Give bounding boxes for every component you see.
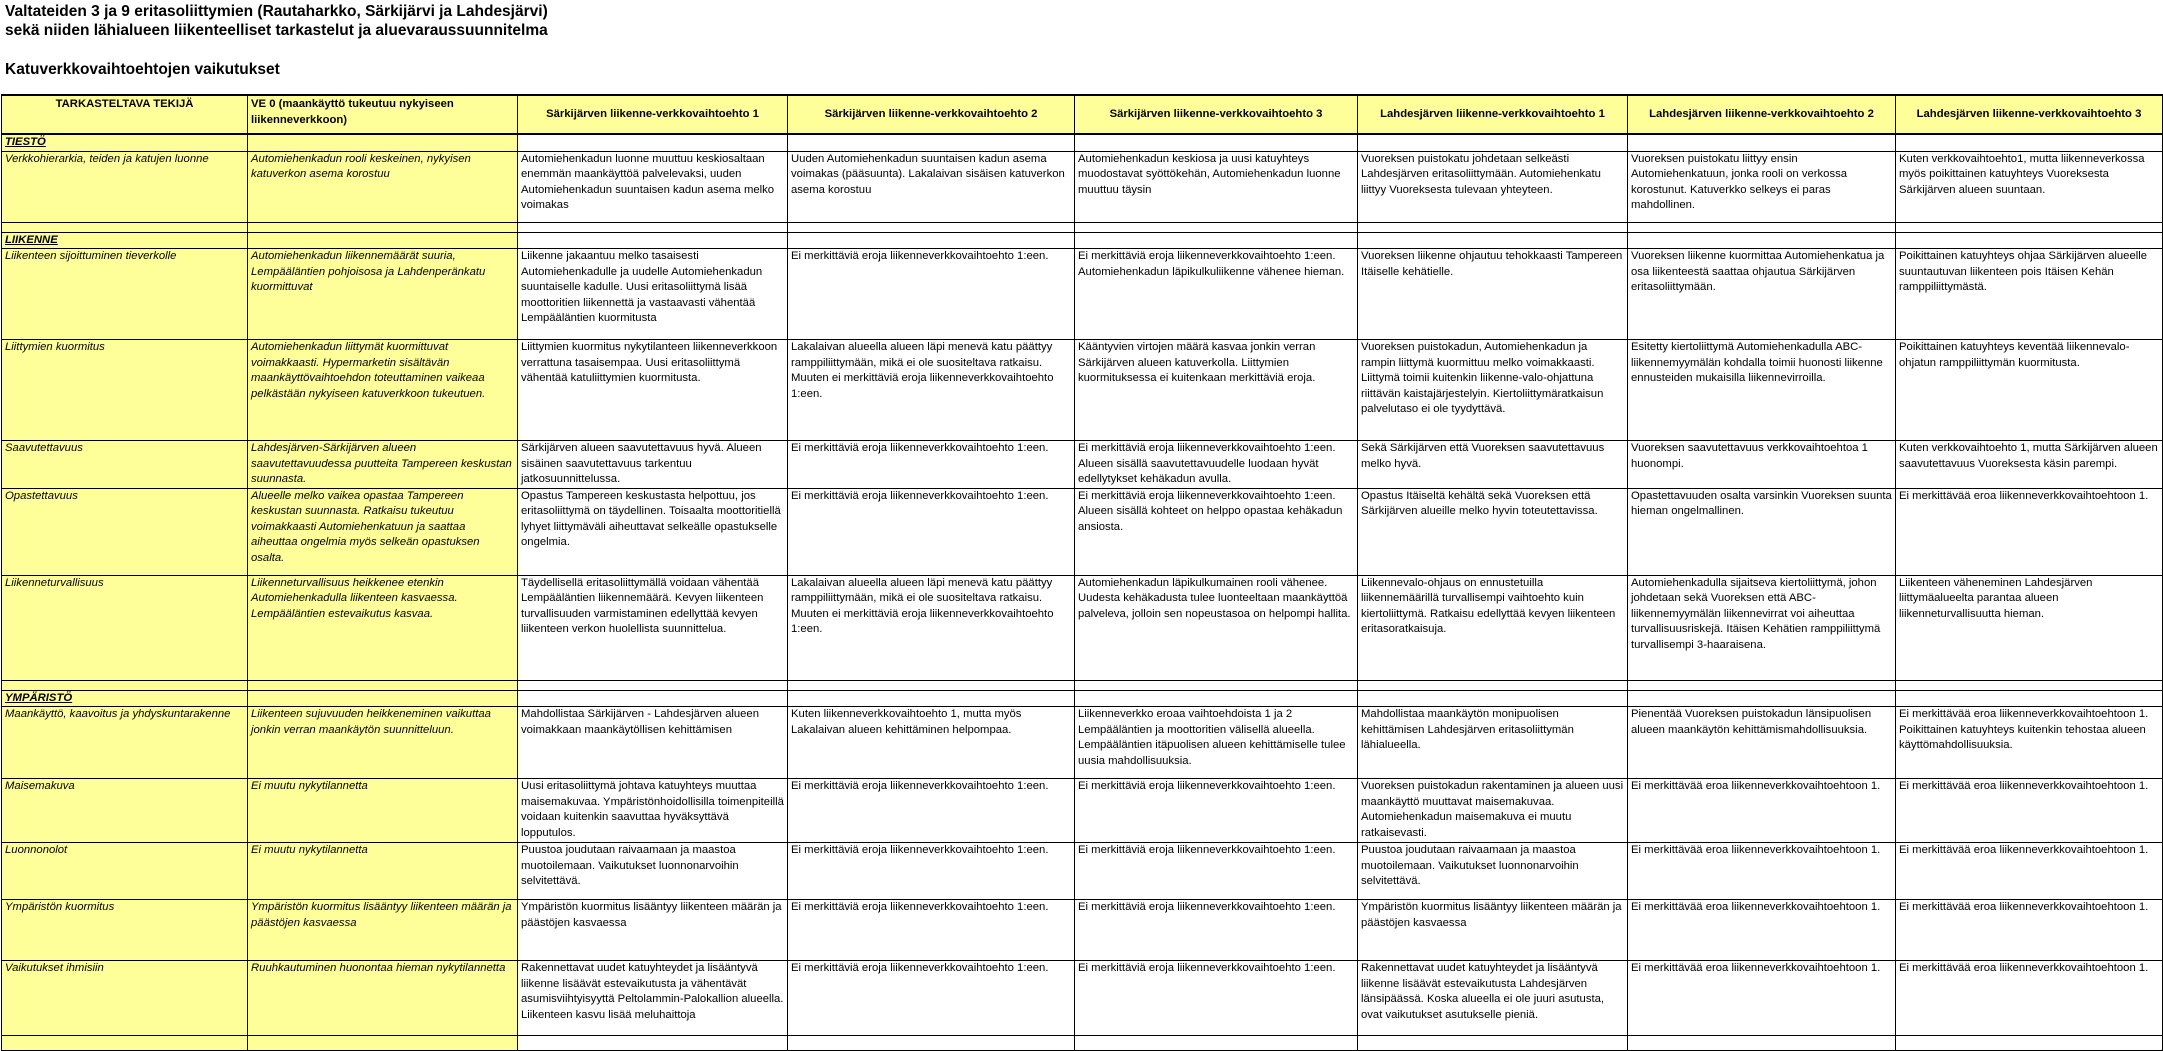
title-line: Valtateiden 3 ja 9 eritasoliittymien (Rautaharkko, Särkijärvi ja Lahdesjärvi) — [5, 3, 548, 20]
section-row — [2, 232, 2163, 249]
empty-cell — [1896, 690, 2163, 707]
option-cell: Ei merkittävää eroa liikenneverkkovaihtoehtoon 1. — [1896, 843, 2163, 900]
empty-cell — [518, 1036, 788, 1051]
document-title — [5, 2, 548, 40]
empty-cell — [2, 222, 248, 232]
ve0-cell: Lahdesjärven-Särkijärven alueen saavutettavuudessa puutteita Tampereen keskustan suunnasta. — [248, 441, 518, 489]
option-cell: Ei merkittäviä eroja liikenneverkkovaihtoehto 1:een. — [788, 779, 1075, 843]
empty-cell — [518, 222, 788, 232]
factor-cell: Liittymien kuormitus — [2, 340, 248, 441]
ve0-cell: Automiehenkadun liikennemäärät suuria, Lempääläntien pohjoisosa ja Lahdenperänkatu kuormittuvat — [248, 249, 518, 340]
empty-cell — [788, 1036, 1075, 1051]
option-cell: Ei merkittävää eroa liikenneverkkovaihtoehtoon 1. — [1628, 779, 1896, 843]
option-cell: Ei merkittäviä eroja liikenneverkkovaihtoehto 1:een. — [788, 900, 1075, 961]
section-label: YMPÄRISTÖ — [2, 690, 248, 707]
empty-cell — [518, 232, 788, 249]
section-label: TIESTÖ — [2, 134, 248, 151]
spacer-row — [2, 1036, 2163, 1051]
empty-cell — [1628, 232, 1896, 249]
option-cell: Särkijärven alueen saavutettavuus hyvä. Alueen sisäinen saavutettavuus tarkentuu jatkosuunnittelussa. — [518, 441, 788, 489]
ve0-cell: Ruuhkautuminen huonontaa hieman nykytilannetta — [248, 961, 518, 1036]
option-cell: Puustoa joudutaan raivaamaan ja maastoa muotoilemaan. Vaikutukset luonnonarvoihin selvitettävä. — [1358, 843, 1628, 900]
ve0-cell: Alueelle melko vaikea opastaa Tampereen keskustan suunnasta. Ratkaisu tukeutuu voimakkaasti Automiehenkatuun ja saattaa aiheuttaa ongelmia myös selkeän opastuksen osalta. — [248, 488, 518, 575]
column-header: Lahdesjärven liikenne-verkkovaihtoehto 1 — [1358, 95, 1628, 134]
table-row — [2, 488, 2163, 575]
empty-cell — [2, 680, 248, 690]
factor-cell: Luonnonolot — [2, 843, 248, 900]
option-cell: Ei merkittäviä eroja liikenneverkkovaihtoehto 1:een. Alueen sisällä kohteet on helppo opastaa kehäkadun ansiosta. — [1075, 488, 1358, 575]
column-header: Särkijärven liikenne-verkkovaihtoehto 1 — [518, 95, 788, 134]
option-cell: Kääntyvien virtojen määrä kasvaa jonkin verran Särkijärven alueen katuverkolla. Liittymien kuormituksessa ei kuitenkaan merkittäviä eroja. — [1075, 340, 1358, 441]
option-cell: Sekä Särkijärven että Vuoreksen saavutettavuus melko hyvä. — [1358, 441, 1628, 489]
option-cell: Automiehenkadun luonne muuttuu keskiosaltaan enemmän maankäyttöä palvelevaksi, uuden Automiehenkadun suuntaisen kadun asema melko voimakas — [518, 151, 788, 222]
table-row — [2, 779, 2163, 843]
option-cell: Liikennevalo-ohjaus on ennustetuilla liikennemäärillä turvallisempi vaihtoehto kuin kiertoliittymä. Ratkaisu edellyttää kevyen liikenteen eritasoratkaisuja. — [1358, 575, 1628, 680]
option-cell: Ei merkittävää eroa liikenneverkkovaihtoehtoon 1. — [1628, 843, 1896, 900]
option-cell: Ei merkittäviä eroja liikenneverkkovaihtoehto 1:een. — [788, 961, 1075, 1036]
option-cell: Ei merkittäviä eroja liikenneverkkovaihtoehto 1:een. — [788, 843, 1075, 900]
option-cell: Rakennettavat uudet katuyhteydet ja lisääntyvä liikenne lisäävät estevaikutusta ja vähentävät asumisviihtyisyyttä Peltolammin-Palokallion alueella. Liikenteen kasvu lisää meluhaittoja — [518, 961, 788, 1036]
option-cell: Ei merkittäviä eroja liikenneverkkovaihtoehto 1:een. — [788, 441, 1075, 489]
option-cell: Ei merkittävää eroa liikenneverkkovaihtoehtoon 1. — [1896, 900, 2163, 961]
option-cell: Opastettavuuden osalta varsinkin Vuoreksen suunta hieman ongelmallinen. — [1628, 488, 1896, 575]
spacer-row — [2, 680, 2163, 690]
option-cell: Vuoreksen liikenne ohjautuu tehokkaasti Tampereen Itäiselle kehätielle. — [1358, 249, 1628, 340]
option-cell: Ei merkittävää eroa liikenneverkkovaihtoehtoon 1. — [1896, 779, 2163, 843]
option-cell: Liikenne jakaantuu melko tasaisesti Automiehenkadulle ja uudelle Automiehenkadun suuntaiselle kadulle. Uusi eritasoliittymä lisää moottoritien liikennettä ja vastaavasti vähentää Lempääläntien kuormitusta — [518, 249, 788, 340]
option-cell: Vuoreksen puistokatu liittyy ensin Automiehenkatuun, jonka rooli on verkossa korostunut. Katuverkko selkeys ei paras mahdollinen. — [1628, 151, 1896, 222]
empty-cell — [248, 1036, 518, 1051]
option-cell: Opastus Tampereen keskustasta helpottuu, jos eritasoliittymä on täydellinen. Toisaalta moottoritiellä lyhyet liittymäväli aiheuttavat selkeälle opastukselle ongelmia. — [518, 488, 788, 575]
option-cell: Pienentää Vuoreksen puistokadun länsipuolisen alueen maankäytön kehittämismahdollisuuksia. — [1628, 707, 1896, 779]
empty-cell — [1896, 1036, 2163, 1051]
table-row — [2, 707, 2163, 779]
empty-cell — [1628, 222, 1896, 232]
option-cell: Kuten liikenneverkkovaihtoehto 1, mutta myös Lakalaivan alueen kehittäminen helpompaa. — [788, 707, 1075, 779]
option-cell: Ei merkittävää eroa liikenneverkkovaihtoehtoon 1. — [1896, 961, 2163, 1036]
option-cell: Vuoreksen puistokatu johdetaan selkeästi Lahdesjärven eritasoliittymään. Automiehenkatu liittyy Vuoreksesta tulevaan yhteyteen. — [1358, 151, 1628, 222]
factor-cell: Liikenteen sijoittuminen tieverkolle — [2, 249, 248, 340]
column-header: Lahdesjärven liikenne-verkkovaihtoehto 3 — [1896, 95, 2163, 134]
empty-cell — [1358, 680, 1628, 690]
column-header: Särkijärven liikenne-verkkovaihtoehto 3 — [1075, 95, 1358, 134]
factor-cell: Opastettavuus — [2, 488, 248, 575]
option-cell: Kuten verkkovaihtoehto1, mutta liikenneverkossa myös poikittainen katuyhteys Vuoreksesta Särkijärven alueen suuntaan. — [1896, 151, 2163, 222]
factor-cell: Vaikutukset ihmisiin — [2, 961, 248, 1036]
table-row — [2, 151, 2163, 222]
option-cell: Lakalaivan alueella alueen läpi menevä katu päättyy ramppiliittymään, mikä ei ole suositeltava ratkaisu. Muuten ei merkittäviä eroja liikenneverkkovaihtoehto 1:een. — [788, 575, 1075, 680]
header-row — [2, 95, 2163, 134]
empty-cell — [248, 232, 518, 249]
empty-cell — [788, 690, 1075, 707]
empty-cell — [1075, 1036, 1358, 1051]
option-cell: Automiehenkadun keskiosa ja uusi katuyhteys muodostavat syöttökehän, Automiehenkadun luonne muuttuu täysin — [1075, 151, 1358, 222]
empty-cell — [1075, 134, 1358, 151]
section-label: LIIKENNE — [2, 232, 248, 249]
table-row — [2, 340, 2163, 441]
option-cell: Liikenteen väheneminen Lahdesjärven liittymäalueelta parantaa alueen liikenneturvallisuutta hieman. — [1896, 575, 2163, 680]
empty-cell — [788, 232, 1075, 249]
option-cell: Ympäristön kuormitus lisääntyy liikenteen määrän ja päästöjen kasvaessa — [518, 900, 788, 961]
option-cell: Puustoa joudutaan raivaamaan ja maastoa muotoilemaan. Vaikutukset luonnonarvoihin selvitettävä. — [518, 843, 788, 900]
ve0-cell: Liikenteen sujuvuuden heikkeneminen vaikuttaa jonkin verran maankäytön suunnitteluun. — [248, 707, 518, 779]
spacer-row — [2, 222, 2163, 232]
table-row — [2, 249, 2163, 340]
factor-cell: Liikenneturvallisuus — [2, 575, 248, 680]
section-row — [2, 134, 2163, 151]
empty-cell — [518, 680, 788, 690]
empty-cell — [1358, 222, 1628, 232]
empty-cell — [2, 1036, 248, 1051]
empty-cell — [1628, 134, 1896, 151]
ve0-cell: Automiehenkadun liittymät kuormittuvat voimakkaasti. Hypermarketin sisältävän maankäyttövaihtoehdon toteuttaminen vaikeaa pelkästään nykyiseen katuverkkoon tukeutuen. — [248, 340, 518, 441]
option-cell: Uuden Automiehenkadun suuntaisen kadun asema voimakas (pääsuunta). Lakalaivan sisäisen katuverkon asema korostuu — [788, 151, 1075, 222]
table-row — [2, 575, 2163, 680]
empty-cell — [1358, 134, 1628, 151]
option-cell: Liittymien kuormitus nykytilanteen liikenneverkkoon verrattuna tasaisempaa. Uusi eritasoliittymä vähentää katuliittymien kuormitusta. — [518, 340, 788, 441]
ve0-cell: Ei muutu nykytilannetta — [248, 843, 518, 900]
factor-cell: Saavutettavuus — [2, 441, 248, 489]
table-row — [2, 961, 2163, 1036]
option-cell: Lakalaivan alueella alueen läpi menevä katu päättyy ramppiliittymään, mikä ei ole suositeltava ratkaisu. Muuten ei merkittäviä eroja liikenneverkkovaihtoehto 1:een. — [788, 340, 1075, 441]
option-cell: Täydellisellä eritasoliittymällä voidaan vähentää Lempääläntien liikennemäärä. Kevyen liikenteen turvallisuuden varmistaminen edellyttää kevyen liikenteen verkon huolellista suunnittelua. — [518, 575, 788, 680]
column-header: Lahdesjärven liikenne-verkkovaihtoehto 2 — [1628, 95, 1896, 134]
option-cell: Poikittainen katuyhteys ohjaa Särkijärven alueelle suuntautuvan liikenteen pois Itäisen Kehän ramppiliittymästä. — [1896, 249, 2163, 340]
empty-cell — [1896, 680, 2163, 690]
option-cell: Vuoreksen saavutettavuus verkkovaihtoehtoa 1 huonompi. — [1628, 441, 1896, 489]
empty-cell — [248, 680, 518, 690]
table-row — [2, 843, 2163, 900]
option-cell: Ei merkittäviä eroja liikenneverkkovaihtoehto 1:een. — [788, 488, 1075, 575]
option-cell: Esitetty kiertoliittymä Automiehenkadulla ABC-liikennemyymälän kohdalla toimii huonosti liikenne ennusteiden mukaisilla liikennevirroilla. — [1628, 340, 1896, 441]
option-cell: Kuten verkkovaihtoehto 1, mutta Särkijärven alueen saavutettavuus Vuoreksesta käsin parempi. — [1896, 441, 2163, 489]
empty-cell — [1075, 680, 1358, 690]
option-cell: Ei merkittävää eroa liikenneverkkovaihtoehtoon 1. — [1628, 900, 1896, 961]
option-cell: Poikittainen katuyhteys keventää liikennevalo-ohjatun ramppiliittymän kuormitusta. — [1896, 340, 2163, 441]
column-header: VE 0 (maankäyttö tukeutuu nykyiseen liikenneverkkoon) — [248, 95, 518, 134]
column-header: TARKASTELTAVA TEKIJÄ — [2, 95, 248, 134]
option-cell: Ei merkittäviä eroja liikenneverkkovaihtoehto 1:een. — [1075, 961, 1358, 1036]
empty-cell — [1896, 222, 2163, 232]
ve0-cell: Ympäristön kuormitus lisääntyy liikenteen määrän ja päästöjen kasvaessa — [248, 900, 518, 961]
empty-cell — [1628, 680, 1896, 690]
option-cell: Automiehenkadulla sijaitseva kiertoliittymä, johon johdetaan sekä Vuoreksen että ABC-liikennemyymälän liikennevirrat voi aiheuttaa turvallisuusriskejä. Itäisen Kehätien ramppiliittymä turvallisempi 3-haaraisena. — [1628, 575, 1896, 680]
title-line: sekä niiden lähialueen liikenteelliset tarkastelut ja aluevaraussuunnitelma — [5, 22, 548, 39]
option-cell: Vuoreksen puistokadun, Automiehenkadun ja rampin liittymä kuormittuu melko voimakkaasti. Liittymä toimii kuitenkin liikenne-valo-ohjattuna riittävän kaistajärjestelyin. Kiertoliittymäratkaisun palvelutaso ei ole tyydyttävä. — [1358, 340, 1628, 441]
empty-cell — [1628, 690, 1896, 707]
empty-cell — [1896, 232, 2163, 249]
option-cell: Ei merkittävää eroa liikenneverkkovaihtoehtoon 1. — [1628, 961, 1896, 1036]
option-cell: Rakennettavat uudet katuyhteydet ja lisääntyvä liikenne lisäävät estevaikutusta Lahdesjärven länsipäässä. Koska alueella ei ole juuri asutusta, ovat vaikutukset asutukselle pieniä. — [1358, 961, 1628, 1036]
option-cell: Ei merkittäviä eroja liikenneverkkovaihtoehto 1:een. Automiehenkadun läpikulkuliikenne vähenee hieman. — [1075, 249, 1358, 340]
option-cell: Vuoreksen liikenne kuormittaa Automiehenkatua ja osa liikenteestä saattaa ohjautua Särkijärven eritasoliittymään. — [1628, 249, 1896, 340]
option-cell: Ei merkittäviä eroja liikenneverkkovaihtoehto 1:een. — [788, 249, 1075, 340]
option-cell: Ei merkittäviä eroja liikenneverkkovaihtoehto 1:een. Alueen sisällä saavutettavuudelle luodaan hyvät edellytykset kehäkadun avulla. — [1075, 441, 1358, 489]
option-cell: Liikenneverkko eroaa vaihtoehdoista 1 ja 2 Lempääläntien ja moottoritien välisellä alueella. Lempääläntien itäpuolisen alueen kehittämiselle tulee uusia mahdollisuuksia. — [1075, 707, 1358, 779]
section-row — [2, 690, 2163, 707]
factor-cell: Ympäristön kuormitus — [2, 900, 248, 961]
empty-cell — [248, 222, 518, 232]
empty-cell — [1358, 232, 1628, 249]
empty-cell — [518, 690, 788, 707]
table-body — [2, 134, 2163, 1051]
option-cell: Mahdollistaa Särkijärven - Lahdesjärven alueen voimakkaan maankäytöllisen kehittämisen — [518, 707, 788, 779]
table-row — [2, 441, 2163, 489]
empty-cell — [788, 680, 1075, 690]
option-cell: Ympäristön kuormitus lisääntyy liikenteen määrän ja päästöjen kasvaessa — [1358, 900, 1628, 961]
ve0-cell: Automiehenkadun rooli keskeinen, nykyisen katuverkon asema korostuu — [248, 151, 518, 222]
factor-cell: Maankäyttö, kaavoitus ja yhdyskuntarakenne — [2, 707, 248, 779]
impact-table — [1, 94, 2163, 1051]
ve0-cell: Ei muutu nykytilannetta — [248, 779, 518, 843]
empty-cell — [1628, 1036, 1896, 1051]
option-cell: Ei merkittäviä eroja liikenneverkkovaihtoehto 1:een. — [1075, 900, 1358, 961]
empty-cell — [518, 134, 788, 151]
empty-cell — [248, 690, 518, 707]
empty-cell — [1358, 1036, 1628, 1051]
empty-cell — [1075, 222, 1358, 232]
ve0-cell: Liikenneturvallisuus heikkenee etenkin Automiehenkadulla liikenteen kasvaessa. Lempääläntien estevaikutus kasvaa. — [248, 575, 518, 680]
column-header: Särkijärven liikenne-verkkovaihtoehto 2 — [788, 95, 1075, 134]
table-row — [2, 900, 2163, 961]
factor-cell: Verkkohierarkia, teiden ja katujen luonne — [2, 151, 248, 222]
empty-cell — [248, 134, 518, 151]
option-cell: Ei merkittävää eroa liikenneverkkovaihtoehtoon 1. — [1896, 488, 2163, 575]
empty-cell — [1075, 232, 1358, 249]
empty-cell — [788, 134, 1075, 151]
document-subtitle: Katuverkkovaihtoehtojen vaikutukset — [5, 61, 280, 78]
option-cell: Automiehenkadun läpikulkumainen rooli vähenee. Uudesta kehäkadusta tulee luonteeltaan maankäyttöä palveleva, jolloin sen nopeustasoa on helpompi hallita. — [1075, 575, 1358, 680]
option-cell: Mahdollistaa maankäytön monipuolisen kehittämisen Lahdesjärven eritasoliittymän lähialueella. — [1358, 707, 1628, 779]
empty-cell — [1075, 690, 1358, 707]
empty-cell — [1358, 690, 1628, 707]
empty-cell — [788, 222, 1075, 232]
option-cell: Ei merkittäviä eroja liikenneverkkovaihtoehto 1:een. — [1075, 779, 1358, 843]
option-cell: Ei merkittävää eroa liikenneverkkovaihtoehtoon 1. Poikittainen katuyhteys kuitenkin tehostaa alueen käyttömahdollisuuksia. — [1896, 707, 2163, 779]
empty-cell — [1896, 134, 2163, 151]
option-cell: Ei merkittäviä eroja liikenneverkkovaihtoehto 1:een. — [1075, 843, 1358, 900]
option-cell: Uusi eritasoliittymä johtava katuyhteys muuttaa maisemakuvaa. Ympäristönhoidollisilla toimenpiteillä voidaan kuitenkin saavuttaa hyväksyttävä lopputulos. — [518, 779, 788, 843]
factor-cell: Maisemakuva — [2, 779, 248, 843]
option-cell: Vuoreksen puistokadun rakentaminen ja alueen uusi maankäyttö muuttavat maisemakuvaa. Automiehenkadun maisemakuva ei muutu ratkaisevasti. — [1358, 779, 1628, 843]
option-cell: Opastus Itäiseltä kehältä sekä Vuoreksen että Särkijärven alueille melko hyvin toteutettavissa. — [1358, 488, 1628, 575]
